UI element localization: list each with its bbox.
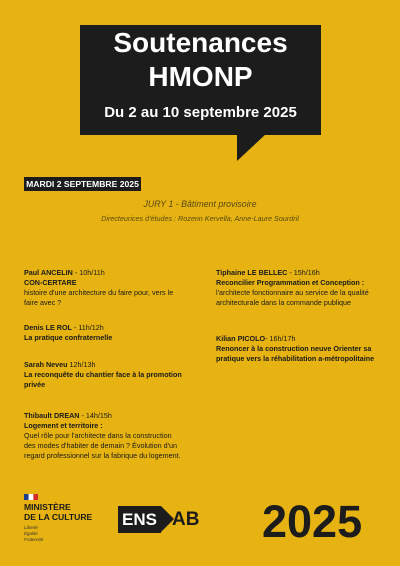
entry-desc: histoire d'une architecture du faire pour, vers le faire avec ? [24, 288, 174, 307]
jury-directors: Directeurices d'études : Rozenn Kervella, Anne-Laure Sourdril [101, 214, 299, 223]
entry-desc: Quel rôle pour l'architecte dans la construction des modes d'habiter de demain ? Évolution d'un regard professionnel sur la fabrique du logement. [24, 431, 181, 460]
devise-3: Fraternité [24, 537, 44, 542]
day-label: MARDI 2 SEPTEMBRE 2025 [24, 177, 141, 191]
year: 2025 [262, 496, 363, 547]
entry-neveu [24, 360, 184, 390]
entry-lerol [24, 323, 189, 343]
entry-time: - 14h/15h [79, 411, 112, 420]
entry-desc: l'architecte fonctionnaire au service de la qualité architecturale dans la commande publique [216, 288, 369, 307]
bubble-tail [237, 133, 267, 161]
entry-time: - 10h/11h [72, 268, 105, 277]
entry-title: Reconcilier Programmation et Conception : [216, 278, 365, 287]
entry-drean [24, 411, 184, 461]
devise [24, 525, 43, 543]
entry-lebellec [216, 268, 381, 308]
entry-title: La reconquête du chantier face à la promotion privée [24, 370, 182, 389]
entry-name: Tiphaine LE BELLEC [216, 268, 288, 277]
marianne-logo-icon [24, 494, 38, 500]
entry-time: - 16h/17h [265, 334, 296, 343]
entry-name: Kilian PICOLO [216, 334, 266, 343]
entry-name: Denis LE ROL [24, 323, 72, 332]
title-line2: HMONP [148, 61, 253, 92]
entry-time: - 15h/16h [287, 268, 320, 277]
entry-ancelin [24, 268, 189, 308]
jury-title: JURY 1 - Bâtiment provisoire [143, 199, 257, 209]
entry-time: 12h/13h [67, 360, 96, 369]
entry-time: - 11h/12h [71, 323, 104, 332]
title-line1: Soutenances [113, 27, 288, 58]
devise-2: Égalité [24, 531, 38, 536]
devise-1: Liberté [24, 525, 38, 530]
ministere-line2: DE LA CULTURE [24, 512, 93, 522]
entry-name: Paul ANCELIN [24, 268, 73, 277]
ab-logo-text: AB [172, 509, 200, 530]
entry-title: CON-CERTARE [24, 278, 77, 287]
ministere-logo-text [24, 502, 92, 522]
entry-name: Thibault DREAN [24, 411, 80, 420]
entry-title: Logement et territoire : [24, 421, 103, 430]
dates: Du 2 au 10 septembre 2025 [104, 104, 297, 121]
ens-logo-text: ENS [118, 506, 161, 533]
ministere-line1: MINISTÈRE [24, 502, 71, 512]
entry-title: Renoncer à la construction neuve Orienter sa pratique vers la réhabilitation a-métropolitaine [216, 344, 375, 363]
entry-picolo [216, 334, 376, 364]
entry-name: Sarah Neveu [24, 360, 68, 369]
entry-title: La pratique confraternelle [24, 333, 113, 342]
